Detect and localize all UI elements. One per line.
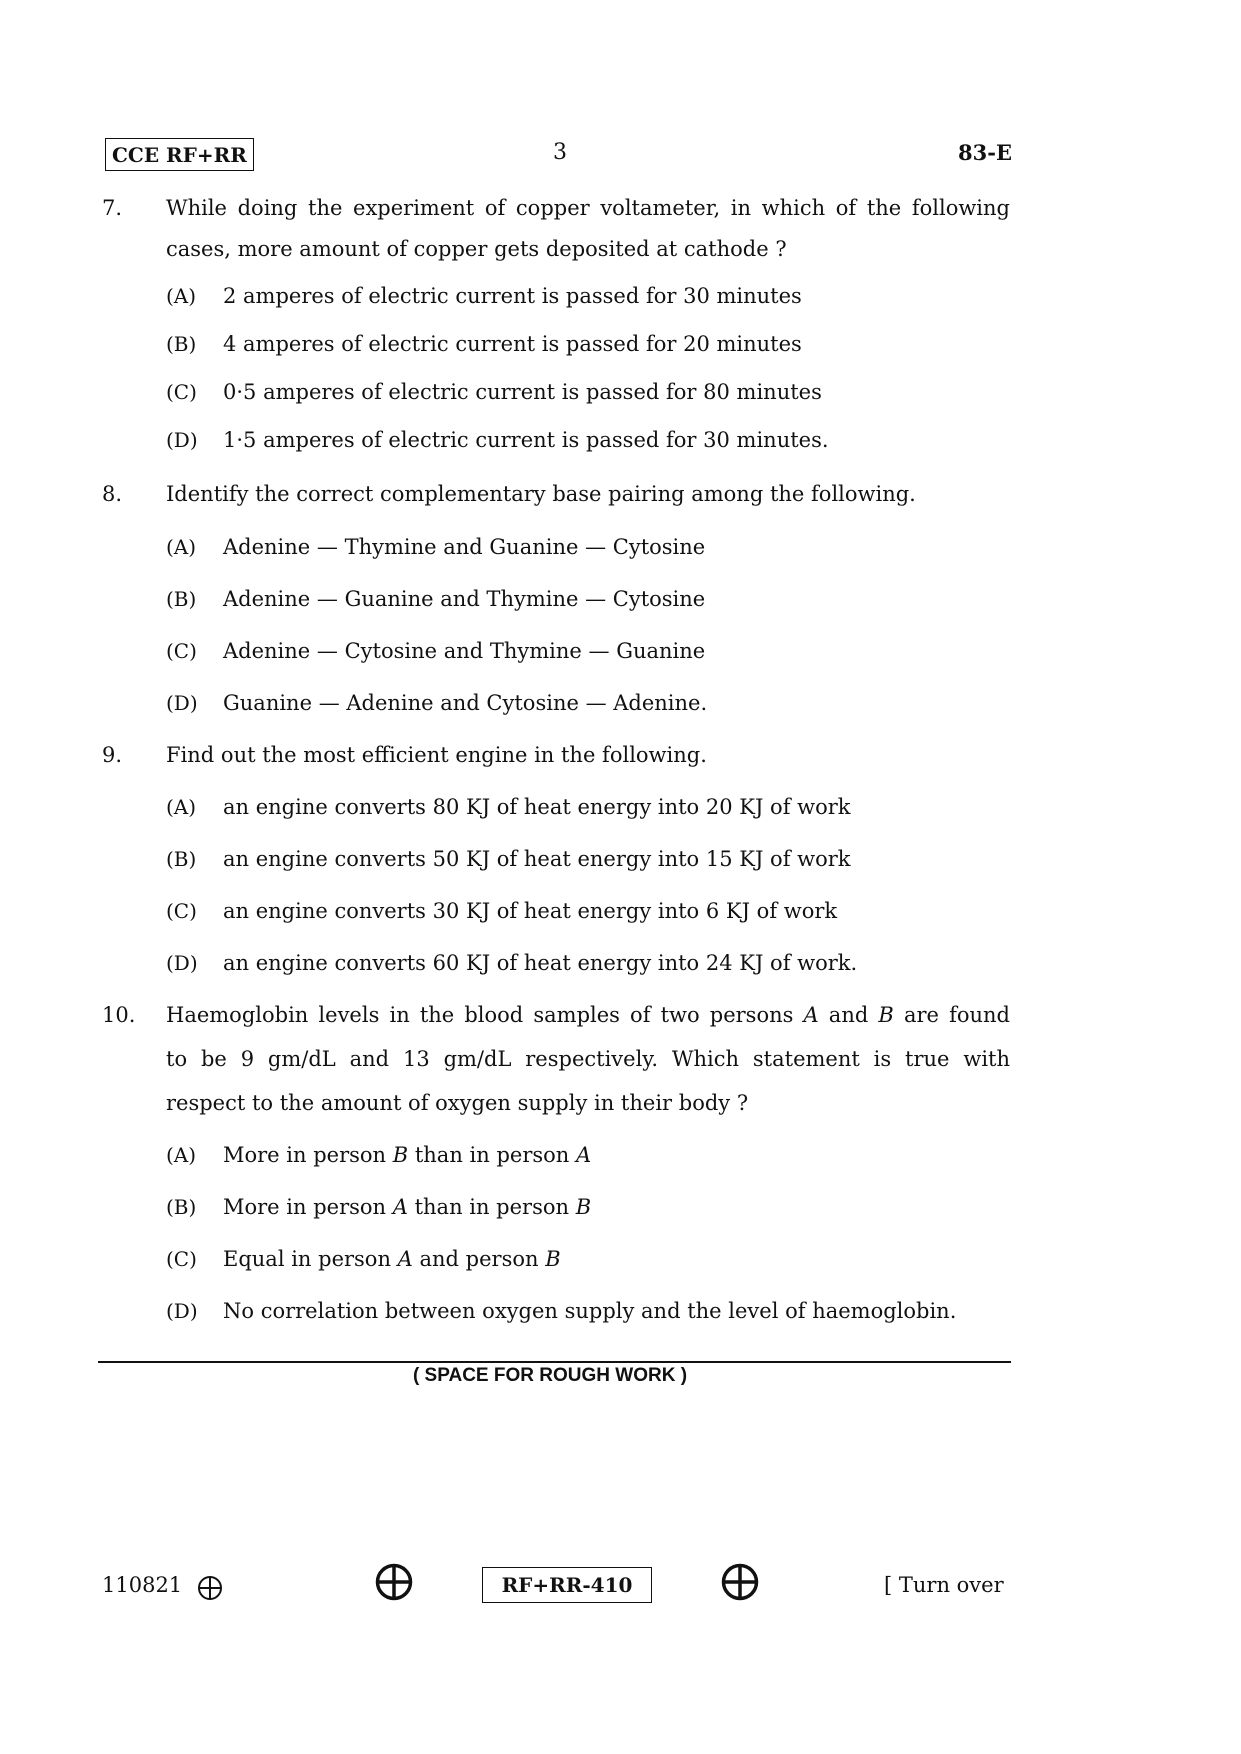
option-text: 0·5 amperes of electric current is passed for 80 minutes	[223, 380, 822, 404]
option-text: an engine converts 30 KJ of heat energy into 6 KJ of work	[223, 899, 838, 923]
option-label: (D)	[166, 428, 198, 452]
rough-work-label: ( SPACE FOR ROUGH WORK )	[412, 1365, 688, 1386]
option-text: Guanine — Adenine and Cytosine — Adenine.	[223, 691, 708, 715]
registration-mark-icon	[197, 1575, 223, 1601]
option-text: an engine converts 50 KJ of heat energy into 15 KJ of work	[223, 847, 851, 871]
option-text: an engine converts 80 KJ of heat energy into 20 KJ of work	[223, 795, 851, 819]
option-label: (D)	[166, 1299, 198, 1323]
option-text: Adenine — Cytosine and Thymine — Guanine	[223, 639, 706, 663]
option-label: (C)	[166, 380, 197, 404]
page-number: 3	[553, 140, 567, 165]
header-code: CCE RF+RR	[105, 138, 254, 171]
question-text: to be 9 gm/dL and 13 gm/dL respectively. Which statement is true with	[166, 1047, 1010, 1071]
option-text: More in person B than in person A	[223, 1143, 592, 1167]
question-text: While doing the experiment of copper voltameter, in which of the following	[166, 196, 1010, 220]
option-label: (C)	[166, 1247, 197, 1271]
registration-mark-icon	[375, 1563, 413, 1601]
option-label: (C)	[166, 639, 197, 663]
option-label: (B)	[166, 332, 197, 356]
footer-serial: 110821	[102, 1573, 183, 1597]
question-text: Haemoglobin levels in the blood samples of two persons A and B are found	[166, 1003, 1010, 1027]
option-label: (C)	[166, 899, 197, 923]
divider-rule	[98, 1361, 1011, 1363]
registration-mark-icon	[721, 1563, 759, 1601]
footer-code: RF+RR-410	[482, 1567, 652, 1603]
option-text: Equal in person A and person B	[223, 1247, 561, 1271]
option-label: (A)	[166, 535, 197, 559]
question-number: 9.	[102, 743, 123, 767]
question-number: 8.	[102, 482, 123, 506]
option-label: (A)	[166, 795, 197, 819]
question-number: 7.	[102, 196, 123, 220]
question-text: Identify the correct complementary base pairing among the following.	[166, 482, 916, 506]
question-number: 10.	[102, 1003, 136, 1027]
option-label: (D)	[166, 691, 198, 715]
option-label: (B)	[166, 587, 197, 611]
paper-code: 83-E	[958, 140, 1012, 165]
question-text: cases, more amount of copper gets deposited at cathode ?	[166, 237, 787, 261]
option-text: No correlation between oxygen supply and the level of haemoglobin.	[223, 1299, 957, 1323]
question-text: respect to the amount of oxygen supply in their body ?	[166, 1091, 749, 1115]
option-text: Adenine — Thymine and Guanine — Cytosine	[223, 535, 706, 559]
option-text: 2 amperes of electric current is passed for 30 minutes	[223, 284, 802, 308]
option-label: (D)	[166, 951, 198, 975]
option-label: (B)	[166, 847, 197, 871]
option-label: (A)	[166, 284, 197, 308]
turn-over-label: [ Turn over	[884, 1573, 1004, 1597]
option-label: (A)	[166, 1143, 197, 1167]
option-text: an engine converts 60 KJ of heat energy into 24 KJ of work.	[223, 951, 858, 975]
question-text: Find out the most efficient engine in the following.	[166, 743, 707, 767]
option-text: 4 amperes of electric current is passed for 20 minutes	[223, 332, 802, 356]
option-text: More in person A than in person B	[223, 1195, 592, 1219]
option-label: (B)	[166, 1195, 197, 1219]
option-text: 1·5 amperes of electric current is passed for 30 minutes.	[223, 428, 829, 452]
option-text: Adenine — Guanine and Thymine — Cytosine	[223, 587, 706, 611]
